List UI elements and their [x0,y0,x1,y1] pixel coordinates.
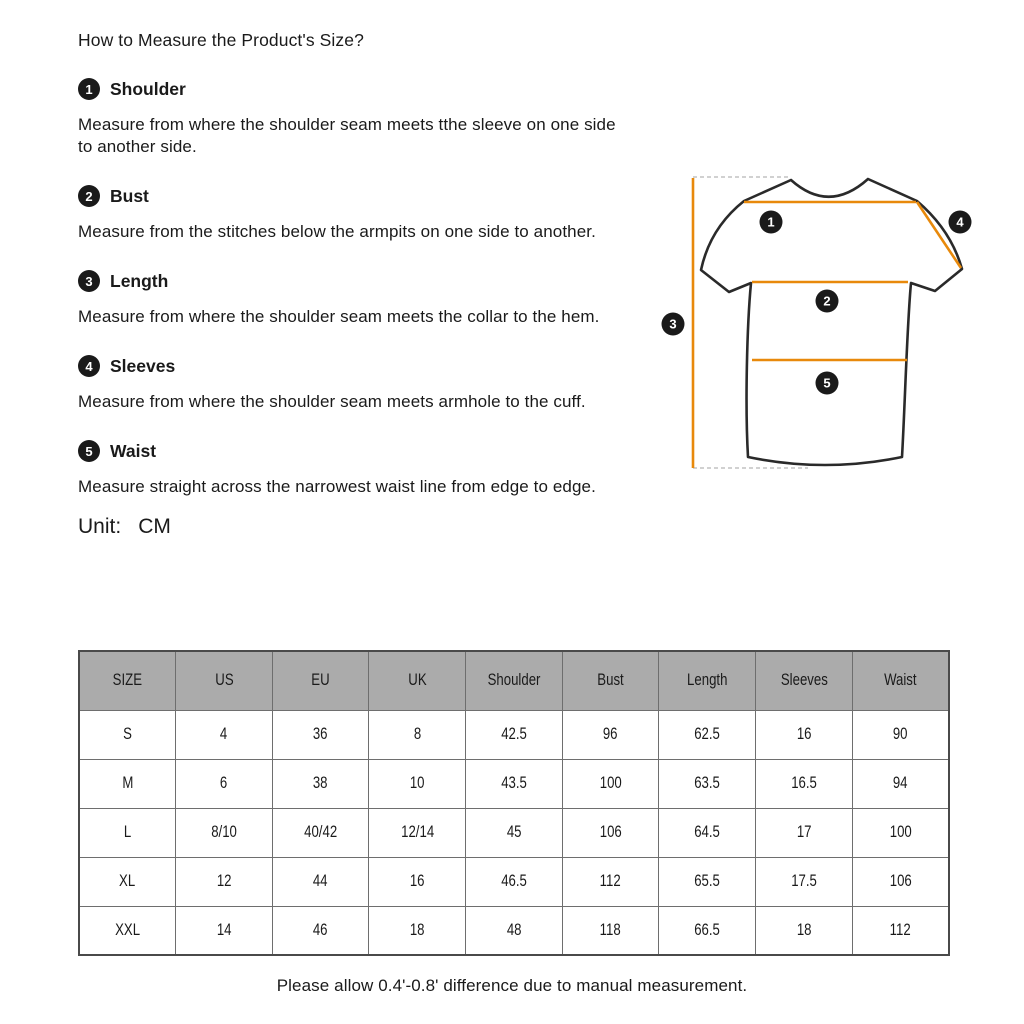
table-cell [659,759,756,808]
table-cell-text: 42.5 [501,725,527,743]
col-header-uk [369,651,466,710]
table-row [79,808,949,857]
table-cell [659,906,756,955]
table-cell [79,857,176,906]
table-cell [369,808,466,857]
table-cell-text: 63.5 [694,774,721,792]
table-cell-text: 14 [216,920,232,939]
table-row [79,906,949,955]
table-cell [756,710,853,759]
number-badge-4: 4 [78,355,100,377]
table-cell [176,759,273,808]
table-cell [272,759,369,808]
table-cell [756,759,853,808]
col-header-eu [272,651,369,710]
section-heading [78,355,623,377]
col-header-sleeves [756,651,853,710]
table-cell [562,710,659,759]
section-label: Shoulder [110,78,186,99]
table-cell-text: L [123,823,132,841]
table-cell-text: 12/14 [400,823,434,841]
table-cell [79,808,176,857]
table-cell [176,906,273,955]
table-cell [562,857,659,906]
section-sleeves [78,355,623,413]
table-cell [756,857,853,906]
table-cell-text: 16 [409,872,425,890]
table-cell-text: 65.5 [694,872,721,890]
table-cell-text: 106 [889,872,912,890]
table-cell-text: 64.5 [694,823,721,841]
section-description: Measure straight across the narrowest waist line from edge to edge. [78,477,596,496]
table-cell [272,808,369,857]
marker-5-number: 5 [823,375,831,391]
section-label: Length [110,270,169,291]
col-header-text: UK [408,671,427,690]
section-waist [78,440,623,498]
table-row [79,710,949,759]
col-header-waist [852,651,949,710]
col-header-text: SIZE [112,671,143,690]
table-cell-text: 46.5 [501,872,527,890]
unit-label: Unit: [78,515,122,538]
marker-4-number: 4 [956,214,964,230]
col-header-text: Waist [884,671,917,690]
table-row [79,857,949,906]
table-cell [466,808,563,857]
number-badge-1: 1 [78,78,100,100]
table-cell-text: 38 [313,774,328,792]
section-shoulder [78,78,623,158]
table-cell-text: 62.5 [694,725,721,743]
section-description: Measure from where the shoulder seam meets the collar to the hem. [78,307,600,326]
col-header-us [176,651,273,710]
marker-3-number: 3 [669,316,677,332]
table-cell [369,759,466,808]
table-cell-text: 66.5 [694,920,721,939]
table-cell [79,710,176,759]
table-cell-text: 17.5 [791,872,817,890]
table-cell [466,906,563,955]
table-cell-text: 48 [506,920,522,939]
table-cell-text: 16.5 [791,774,817,792]
size-table-header [79,651,949,710]
marker-4-sleeves [949,211,972,234]
table-cell-text: 100 [889,823,912,841]
table-cell [272,857,369,906]
table-cell-text: 8/10 [211,823,237,841]
tshirt-outline [701,179,962,465]
table-cell-text: 100 [599,774,622,792]
table-cell [852,759,949,808]
table-cell [272,906,369,955]
table-cell-text: 4 [220,725,228,743]
col-header-length [659,651,756,710]
table-cell-text: 112 [600,872,622,890]
table-cell-text: 94 [893,774,908,792]
col-header-size [79,651,176,710]
unit-row [78,515,623,539]
table-cell [852,808,949,857]
marker-1-shoulder [760,211,783,234]
table-cell-text: 17 [796,823,812,841]
table-cell-text: XL [119,872,136,890]
col-header-text: Sleeves [780,671,828,690]
table-cell-text: 16 [796,725,812,743]
table-cell-text: 18 [796,920,812,939]
table-cell-text: S [123,725,132,743]
table-cell [562,906,659,955]
col-header-text: Shoulder [487,671,541,690]
number-badge-5: 5 [78,440,100,462]
table-cell [176,808,273,857]
marker-2-bust [816,290,839,313]
marker-2-number: 2 [823,293,831,309]
section-label: Bust [110,185,149,206]
table-cell-text: 45 [506,823,522,841]
table-cell [369,710,466,759]
table-cell-text: XXL [115,920,141,939]
table-cell [79,906,176,955]
section-description: Measure from where the shoulder seam meets tthe sleeve on one side to another side. [78,115,616,156]
table-cell [562,808,659,857]
section-length [78,270,623,328]
table-cell-text: 46 [313,920,328,939]
table-cell [466,759,563,808]
table-cell [852,857,949,906]
marker-1-number: 1 [767,214,775,230]
table-cell [756,906,853,955]
col-header-text: Length [687,671,728,690]
table-cell [852,710,949,759]
unit-value: CM [138,515,171,538]
section-bust [78,185,623,243]
table-cell-text: 118 [600,920,622,939]
table-cell [272,710,369,759]
table-cell-text: 18 [409,920,425,939]
number-badge-3: 3 [78,270,100,292]
table-cell-text: M [122,774,134,792]
section-label: Waist [110,440,157,461]
number-badge-2: 2 [78,185,100,207]
col-header-shoulder [466,651,563,710]
size-table [78,650,950,956]
table-row [79,759,949,808]
section-label: Sleeves [110,355,176,376]
size-table-body [79,710,949,955]
table-cell-text: 12 [216,872,232,890]
measurement-disclaimer: Please allow 0.4'-0.8' difference due to manual measurement. [276,976,748,995]
table-cell-text: 36 [313,725,328,743]
table-cell [176,857,273,906]
table-cell [466,710,563,759]
table-cell [466,857,563,906]
col-header-bust [562,651,659,710]
table-cell [369,906,466,955]
table-cell-text: 43.5 [501,774,527,792]
page-title: How to Measure the Product's Size? [78,30,364,50]
table-cell-text: 44 [313,872,328,890]
table-cell [659,710,756,759]
section-heading [78,185,623,207]
table-cell [659,808,756,857]
table-cell [176,710,273,759]
table-cell [659,857,756,906]
marker-3-length [662,313,685,336]
section-heading [78,270,623,292]
table-cell-text: 96 [603,725,618,743]
col-header-text: EU [311,671,330,690]
tshirt-measure-diagram [650,160,1010,490]
section-heading [78,78,623,100]
table-cell-text: 40/42 [304,823,338,841]
table-cell-text: 6 [220,774,228,792]
marker-5-waist [816,372,839,395]
table-cell [369,857,466,906]
table-cell-text: 8 [413,725,421,743]
table-cell-text: 106 [599,823,622,841]
table-cell-text: 90 [893,725,908,743]
col-header-text: US [214,671,234,690]
section-description: Measure from where the shoulder seam meets armhole to the cuff. [78,392,586,411]
table-cell [79,759,176,808]
section-description: Measure from the stitches below the armpits on one side to another. [78,222,596,241]
section-heading [78,440,623,462]
table-cell [562,759,659,808]
col-header-text: Bust [597,671,624,690]
table-cell-text: 112 [889,920,911,939]
table-cell-text: 10 [409,774,425,792]
measure-instructions [78,30,623,539]
header-row [79,651,949,710]
table-cell [756,808,853,857]
table-cell [852,906,949,955]
